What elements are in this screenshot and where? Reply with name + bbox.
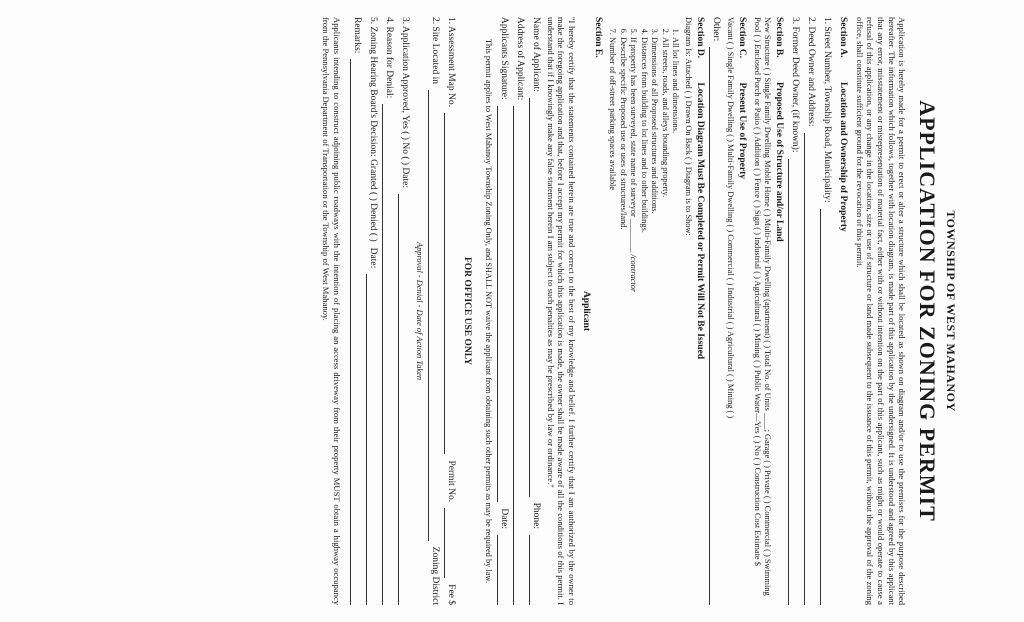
signature-field[interactable] [497, 106, 509, 503]
section-c-title: Present Use of Property [737, 82, 748, 180]
site-located-label: 2. Site Located in [430, 17, 441, 85]
applicant-address-label: Address of Applicant: [514, 17, 525, 101]
list-item: 6. Describe specific Proposed use or uses of structures/land. [617, 37, 628, 605]
permit-disclaimer: This permit applies to West Mahanoy Township Zoning Only, and SHALL NOT waive the applicant from obtaining such other permits as may be required by law. [483, 38, 493, 584]
section-c-label: Section C. [737, 17, 748, 59]
zoning-district-label: Zoning District [430, 546, 441, 605]
street-number-label: 1. Street Number, Township Road, Municipality: [821, 17, 832, 203]
site-located-field[interactable] [429, 90, 441, 541]
section-a [788, 17, 848, 605]
permit-no-label: Permit No. [446, 460, 457, 503]
denial-reason-label: 4. Reason for Denial: [383, 17, 394, 99]
former-owner-field[interactable] [788, 159, 800, 606]
list-item: 7. Number of off-street parking spaces available [607, 37, 618, 605]
approval-date-field[interactable] [398, 194, 410, 605]
street-number-field[interactable] [820, 209, 832, 605]
section-e-label: Section E. [592, 17, 603, 58]
section-c-options: Vacant ( ) Single Family Dwelling ( ) Multi-Family Dwelling ( ) Commercial ( ) Industrial ( ) Agricultural ( ) Mining ( ) [726, 17, 736, 419]
office-use-section [350, 17, 472, 605]
form-title: APPLICATION FOR ZONING PERMIT [915, 100, 940, 522]
township-heading: TOWNSHIP OF WEST MAHANOY [944, 210, 958, 412]
section-d [607, 17, 705, 605]
fee-label: Fee $ [446, 584, 457, 605]
other-field[interactable] [709, 47, 721, 605]
phone-field[interactable] [529, 535, 541, 605]
section-c [709, 17, 747, 605]
diagram-requirements [607, 37, 681, 605]
assessment-map-label: 1. Assessment Map No. [446, 17, 457, 107]
section-b [751, 17, 784, 605]
diagram-options: Diagram Is: Attached ( ) Drawn On Back ( ) Diagram is to Show: [683, 17, 693, 236]
application-approved-label: 3. Application Approved, Yes ( ) No ( ) Date: [399, 17, 410, 188]
intro-paragraph: Application is hereby made for a permit to erect or alter a structure which shall be located as shown on diagram and/or to use the premises for the purpose described hereafter. The information which follows, together with location diagram, is made part of this application by the undersigned. It is understood and agreed by this applicant that any error, misstatement or misrepresentation of material fact, either with or without intention on the part of this applicant, such as might or would operate to cause a refusal of this application, or any change in the location, size or use of structure or land made subsequent to the issuance of this permit, without the approval of the zoning office, shall constitute sufficient ground for the revocation of this permit. [854, 17, 908, 605]
list-item: 5. If property has been surveyed, state name of surveyor ________ /contractor [628, 37, 639, 605]
remarks-field[interactable] [350, 59, 362, 605]
deed-owner-field[interactable] [804, 133, 816, 606]
footer-note: Applicants intending to construct adjoining public roadways with the intention of placing an access driveway from their property MUST obtain a highway occupancy from the Pennsylvania Department of Transportation or the Township of West Mahanoy. [321, 17, 342, 605]
hearing-date-label: Date: [367, 247, 378, 269]
section-d-label: Section D. [694, 17, 705, 59]
denial-reason-field[interactable] [382, 104, 394, 605]
applicant-name-label: Name of Applicant: [530, 17, 541, 92]
approval-note: Approval - Denial - Date of Action Taken [415, 241, 425, 381]
assessment-map-field[interactable] [445, 113, 457, 454]
hearing-date-field[interactable] [366, 274, 378, 605]
hearing-decision-label: 5. Zoning Hearing Board's Decision: Granted ( ) Denied ( ) [367, 17, 378, 242]
phone-label: Phone: [530, 502, 541, 529]
section-e-title: Applicant [580, 290, 591, 332]
section-b-title: Proposed Use of Structure and/or Land [773, 82, 784, 242]
section-b-options: New Structure ( ) Single Family Dwelling Mobile Home ( ) Multi-Family Dwelling (apartment) ( ) Total No. of Units ____; Garage ( ) Private ( ) Commercial ( ) Swimming Pool ( ) Enclosed Porch or Patio ( ) Addition ( ) Fence ( ) Sign ( ) Industrial ( ) Agricultural ( ) Mining ( ) Public Water—Yes ( ) No ( ) Construction Cost Estimate $ [752, 17, 773, 596]
other-label: Other: [710, 17, 721, 42]
signature-date-label: Date: [498, 508, 509, 529]
section-a-label: Section A. [837, 17, 848, 58]
list-item: 4. Distances from building to lot lines and to other buildings. [638, 37, 649, 605]
list-item: 1. All lot lines and dimensions. [670, 37, 681, 605]
signature-label: Applicants Signature: [498, 17, 509, 100]
office-use-title: FOR OFFICE USE ONLY [462, 256, 473, 366]
zoning-permit-form [62, 11, 962, 611]
section-a-title: Location and Ownership of Property [837, 82, 848, 232]
list-item: 2. All streets, roads, and alleys bounding property. [659, 37, 670, 605]
contractor-label: /contractor [629, 254, 639, 293]
section-b-label: Section B. [773, 17, 784, 58]
deed-owner-label: 2. Deed Owner and Address: [805, 17, 816, 127]
section-e [482, 17, 602, 605]
section-d-title: Location Diagram Must Be Completed or Permit Will Not Be Issued [694, 82, 705, 360]
former-owner-label: 3. Former Deed Owner, (if known): [789, 17, 800, 153]
applicant-address-field[interactable] [513, 106, 525, 605]
certification-text: "I hereby certify that the statements contained herein are true and correct to the best of my knowledge and belief. I further certify that I am authorized by the owner to make the foregoing application and that, before I accept my permit for which this application is made, the owner shall be made aware of all the conditions of this permit. I understand that if I knowingly make any false statement herein I am subject to such penalties as may be prescribed by law or ordinance." [545, 17, 578, 605]
applicant-name-field[interactable] [529, 98, 541, 497]
permit-no-field[interactable] [445, 508, 457, 578]
list-item: 3. Dimensions of all Proposed structures and additions. [649, 37, 660, 605]
signature-date-field[interactable] [497, 535, 509, 605]
remarks-label: Remarks: [351, 17, 362, 54]
